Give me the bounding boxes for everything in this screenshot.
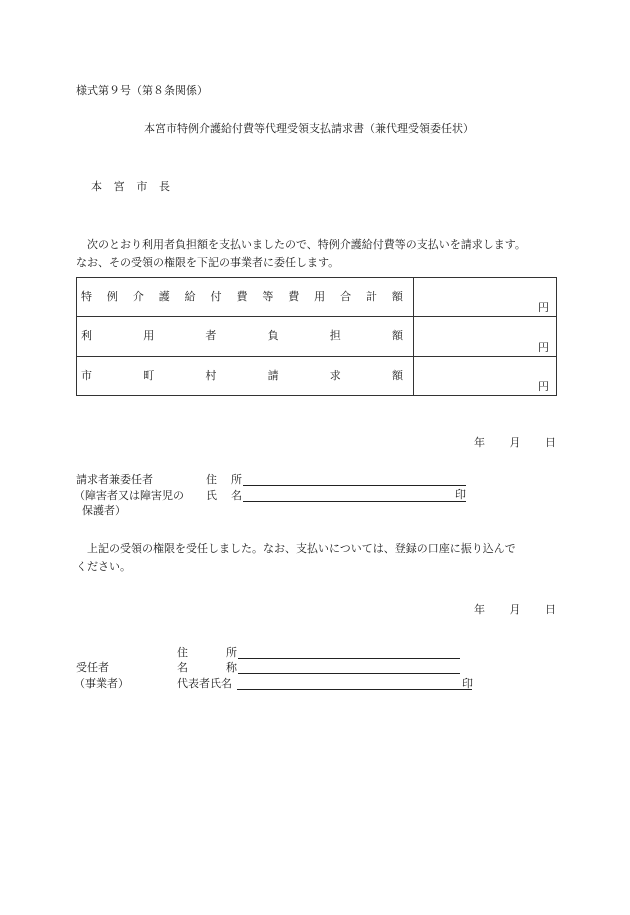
month-label: 月 bbox=[509, 436, 521, 449]
label-char: 等 bbox=[262, 290, 274, 304]
delegate-rep-field[interactable] bbox=[237, 689, 472, 690]
addressee-char: 市 bbox=[136, 180, 148, 193]
day-label: 日 bbox=[545, 603, 556, 616]
user-charge-field[interactable] bbox=[414, 317, 557, 356]
year-label: 年 bbox=[474, 603, 485, 616]
delegate-role-1: 受任者 bbox=[76, 661, 109, 674]
label-char: 額 bbox=[391, 368, 403, 382]
form-title: 本宮市特例介護給付費等代理受領支払請求書（兼代理受領委任状） bbox=[144, 122, 474, 135]
delegate-role-2: （事業者） bbox=[74, 677, 129, 690]
user-charge-label bbox=[77, 317, 414, 356]
claim-date[interactable] bbox=[474, 436, 556, 450]
label-char: 用 bbox=[143, 329, 155, 343]
claimant-name-field[interactable] bbox=[243, 501, 466, 502]
label-char: 氏 bbox=[206, 489, 217, 502]
intro-line-2: なお、その受領の権限を下記の事業者に委任します。 bbox=[76, 256, 340, 269]
delegate-seal-mark: 印 bbox=[462, 677, 473, 690]
claimant-seal-mark: 印 bbox=[455, 488, 466, 501]
table-row bbox=[77, 278, 557, 317]
claimant-address-label bbox=[206, 473, 242, 487]
delegate-address-field[interactable] bbox=[238, 658, 460, 659]
label-char: 住 bbox=[177, 646, 188, 659]
claimant-address-field[interactable] bbox=[243, 485, 466, 486]
label-char: 称 bbox=[226, 661, 237, 674]
day-label: 日 bbox=[545, 436, 556, 449]
label-char: 所 bbox=[231, 473, 242, 486]
delegate-address-label bbox=[177, 646, 237, 660]
acceptance-date[interactable] bbox=[474, 603, 556, 617]
intro-line-1: 次のとおり利用者負担額を支払いましたので、特例介護給付費等の支払いを請求します。 bbox=[87, 238, 526, 251]
yen-unit: 円 bbox=[538, 340, 549, 354]
label-char: 計 bbox=[365, 290, 377, 304]
delegate-name-field[interactable] bbox=[238, 673, 460, 674]
label-char: 特 bbox=[81, 290, 92, 304]
label-char: 用 bbox=[314, 290, 326, 304]
total-cost-label bbox=[77, 278, 414, 317]
label-char: 町 bbox=[143, 368, 155, 382]
label-char: 所 bbox=[226, 646, 237, 659]
claimant-role-2: （障害者又は障害児の bbox=[74, 489, 184, 502]
claimant-role-1: 請求者兼委任者 bbox=[76, 473, 153, 486]
label-char: 付 bbox=[210, 290, 222, 304]
addressee-char: 長 bbox=[158, 180, 170, 193]
yen-unit: 円 bbox=[538, 380, 549, 393]
label-char: 市 bbox=[81, 368, 92, 382]
delegate-name-label bbox=[177, 661, 237, 675]
yen-unit: 円 bbox=[538, 301, 549, 315]
label-char: 名 bbox=[231, 489, 242, 502]
addressee bbox=[91, 180, 170, 194]
label-char: 名 bbox=[177, 661, 188, 674]
label-char: 給 bbox=[184, 290, 196, 304]
form-number: 様式第９号（第８条関係） bbox=[76, 84, 208, 97]
month-label: 月 bbox=[509, 603, 521, 616]
label-char: 費 bbox=[236, 290, 248, 304]
label-char: 費 bbox=[288, 290, 300, 304]
municipal-claim-label bbox=[77, 356, 414, 395]
label-char: 住 bbox=[206, 473, 217, 486]
label-char: 担 bbox=[329, 329, 341, 343]
label-char: 合 bbox=[340, 290, 352, 304]
label-char: 護 bbox=[158, 290, 170, 304]
label-char: 利 bbox=[81, 329, 92, 343]
label-char: 介 bbox=[132, 290, 144, 304]
addressee-char: 宮 bbox=[113, 180, 125, 193]
label-char: 請 bbox=[267, 368, 279, 382]
label-char: 額 bbox=[391, 290, 403, 304]
label-char: 負 bbox=[267, 329, 279, 343]
label-char: 求 bbox=[329, 368, 341, 382]
label-char: 村 bbox=[205, 368, 217, 382]
total-cost-field[interactable] bbox=[414, 278, 557, 317]
delegate-rep-label: 代表者氏名 bbox=[177, 677, 232, 690]
claimant-name-label bbox=[206, 489, 242, 503]
acceptance-line-1: 上記の受領の権限を受任しました。なお、支払いについては、登録の口座に振り込んで bbox=[87, 542, 516, 555]
label-char: 例 bbox=[106, 290, 118, 304]
label-char: 額 bbox=[391, 329, 403, 343]
acceptance-line-2: ください。 bbox=[76, 560, 131, 573]
amounts-table bbox=[76, 277, 557, 396]
label-char: 者 bbox=[205, 329, 217, 343]
table-row bbox=[77, 317, 557, 356]
addressee-char: 本 bbox=[91, 180, 102, 193]
claimant-role-3: 保護者） bbox=[82, 504, 126, 517]
municipal-claim-field[interactable] bbox=[414, 356, 557, 395]
year-label: 年 bbox=[474, 436, 485, 449]
table-row bbox=[77, 356, 557, 395]
